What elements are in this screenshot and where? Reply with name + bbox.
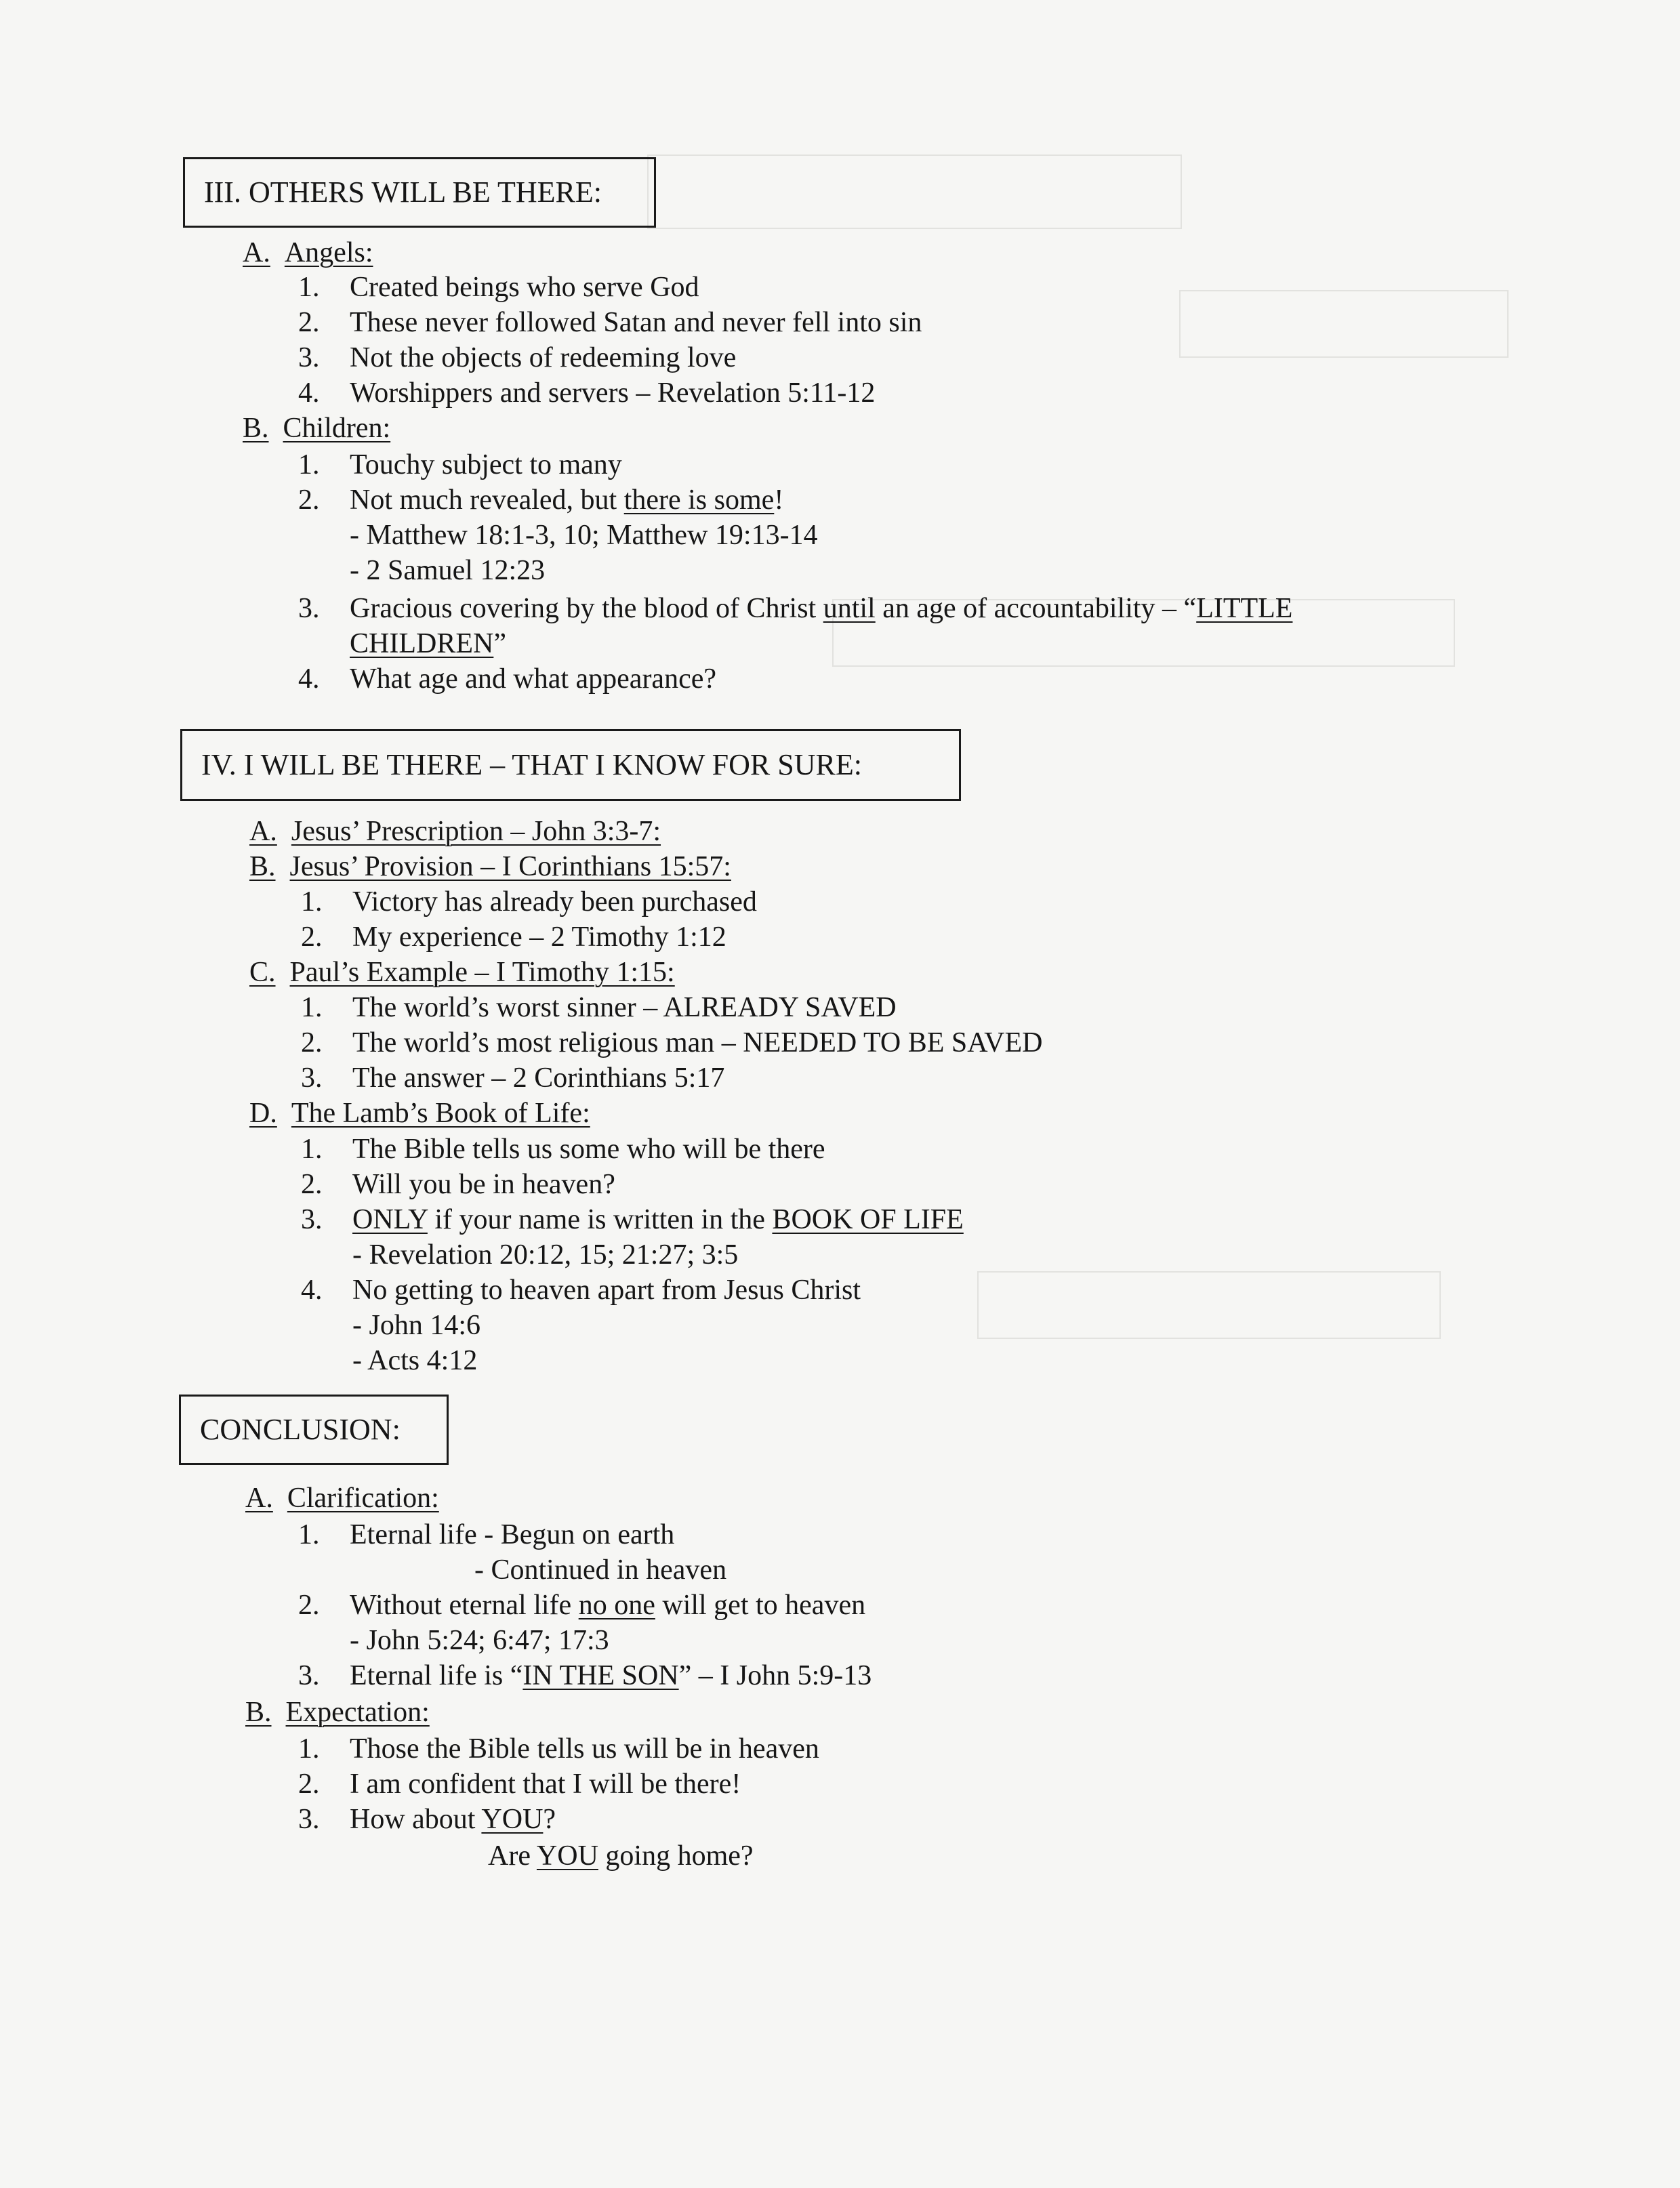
s4-c-item-2: 2. The world’s most religious man – NEEDED TO BE SAVED <box>301 1027 1043 1058</box>
s3-b-item-2: 2. Not much revealed, but there is some! <box>298 484 784 516</box>
conclusion-b-item-2: 2. I am confident that I will be there! <box>298 1769 741 1800</box>
s3-a-item-3: 3. Not the objects of redeeming love <box>298 342 737 373</box>
conclusion-subheading-b: B. Expectation: <box>245 1697 430 1728</box>
conclusion-b-item-3: 3. How about YOU? <box>298 1804 556 1835</box>
bleed-through-box <box>647 154 1182 229</box>
conclusion-a-item-1: 1. Eternal life - Begun on earth <box>298 1519 675 1550</box>
section-3-heading: III. OTHERS WILL BE THERE: <box>183 157 656 228</box>
s4-c-item-1: 1. The world’s worst sinner – ALREADY SAVED <box>301 992 897 1023</box>
s3-subheading-a: A. Angels: <box>243 237 373 268</box>
s4-d-item-2: 2. Will you be in heaven? <box>301 1169 615 1200</box>
s3-subheading-b: B. Children: <box>243 413 391 444</box>
section-4-heading: IV. I WILL BE THERE – THAT I KNOW FOR SURE: <box>180 729 961 801</box>
s4-b-item-1: 1. Victory has already been purchased <box>301 886 757 917</box>
s3-a-item-1: 1. Created beings who serve God <box>298 272 699 303</box>
s4-d-item-1: 1. The Bible tells us some who will be there <box>301 1134 825 1165</box>
s3-b-item-1: 1. Touchy subject to many <box>298 449 622 480</box>
s4-subheading-d: D. The Lamb’s Book of Life: <box>249 1098 590 1129</box>
s3-a-item-2: 2. These never followed Satan and never fell into sin <box>298 307 922 338</box>
s4-d-item-4-ref-1: - John 14:6 <box>352 1310 480 1341</box>
conclusion-b-item-3-cont: Are YOU going home? <box>488 1840 754 1872</box>
bleed-through-box <box>1179 290 1509 358</box>
s3-b-item-4: 4. What age and what appearance? <box>298 663 716 695</box>
conclusion-a-item-2-ref: - John 5:24; 6:47; 17:3 <box>350 1625 609 1656</box>
s4-c-item-3: 3. The answer – 2 Corinthians 5:17 <box>301 1062 725 1094</box>
s4-subheading-a: A. Jesus’ Prescription – John 3:3-7: <box>249 816 661 847</box>
s3-b-item-2-ref-2: - 2 Samuel 12:23 <box>350 555 546 586</box>
conclusion-subheading-a: A. Clarification: <box>245 1483 439 1514</box>
conclusion-a-item-1-cont: - Continued in heaven <box>474 1554 727 1586</box>
conclusion-b-item-1: 1. Those the Bible tells us will be in heaven <box>298 1733 819 1764</box>
s3-b-item-3: 3. Gracious covering by the blood of Christ until an age of accountability – “LITTLE <box>298 593 1293 624</box>
s4-subheading-c: C. Paul’s Example – I Timothy 1:15: <box>249 957 675 988</box>
s4-subheading-b: B. Jesus’ Provision – I Corinthians 15:57: <box>249 851 731 882</box>
s4-d-item-3: 3. ONLY if your name is written in the BOOK OF LIFE <box>301 1204 964 1235</box>
bleed-through-box <box>977 1271 1441 1339</box>
s4-d-item-3-ref: - Revelation 20:12, 15; 21:27; 3:5 <box>352 1239 739 1271</box>
s3-a-item-4: 4. Worshippers and servers – Revelation 5:11-12 <box>298 377 876 409</box>
s3-b-item-2-ref-1: - Matthew 18:1-3, 10; Matthew 19:13-14 <box>350 520 818 551</box>
conclusion-a-item-2: 2. Without eternal life no one will get to heaven <box>298 1590 866 1621</box>
s4-d-item-4-ref-2: - Acts 4:12 <box>352 1345 478 1376</box>
conclusion-heading: CONCLUSION: <box>179 1395 449 1465</box>
s3-b-item-3-cont: CHILDREN” <box>350 628 506 659</box>
s4-b-item-2: 2. My experience – 2 Timothy 1:12 <box>301 922 726 953</box>
conclusion-a-item-3: 3. Eternal life is “IN THE SON” – I John 5:9-13 <box>298 1660 872 1691</box>
s4-d-item-4: 4. No getting to heaven apart from Jesus Christ <box>301 1275 861 1306</box>
